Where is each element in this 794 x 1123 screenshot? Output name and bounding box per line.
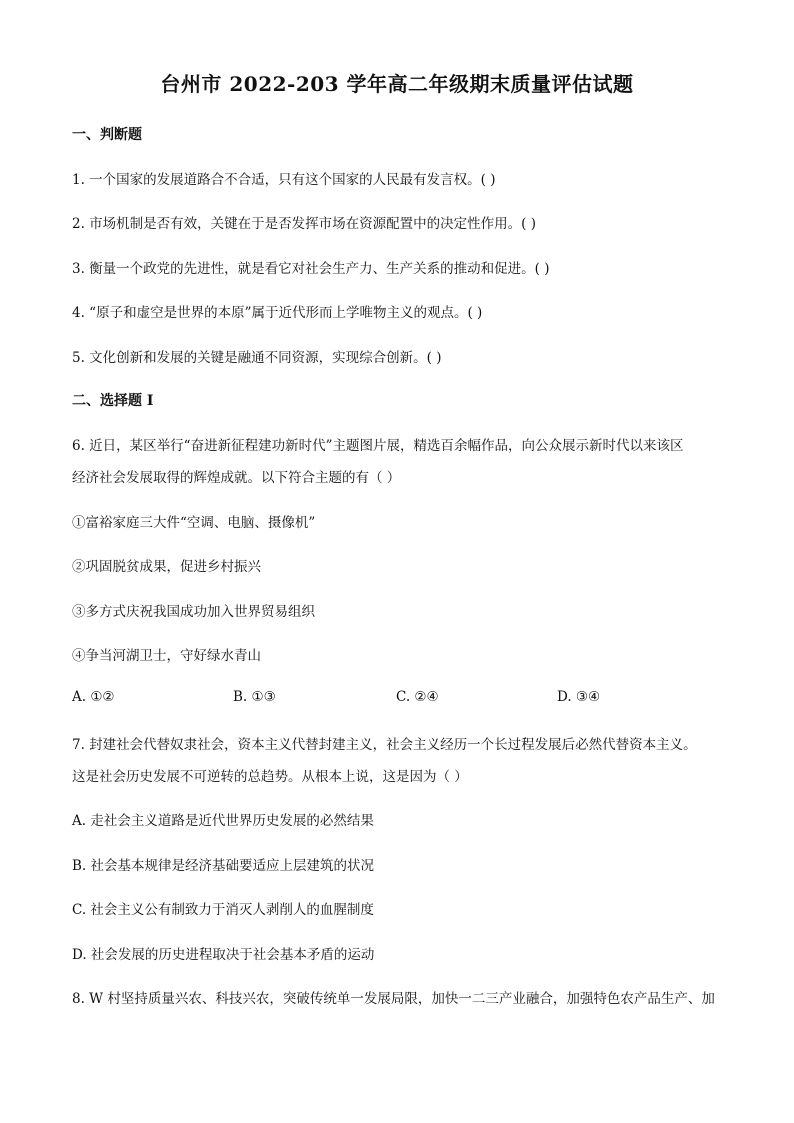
question-6-statement-1: ①富裕家庭三大件“空调、电脑、摄像机” [72,515,316,531]
question-7-line-1: 7. 封建社会代替奴隶社会，资本主义代替封建主义，社会主义经历一个长过程发展后必然代替资本主义。 [72,737,697,753]
question-6-statement-2: ②巩固脱贫成果，促进乡村振兴 [72,559,261,575]
question-7-option-b: B. 社会基本规律是经济基础要适应上层建筑的状况 [72,858,375,874]
question-6-line-2: 经济社会发展取得的辉煌成就。以下符合主题的有（ ） [72,470,401,486]
section-heading-choice: 二、选择题 I [72,393,154,409]
question-7-line-2: 这是社会历史发展不可逆转的总趋势。从根本上说，这是因为（ ） [72,769,468,785]
judgment-item-1: 1. 一个国家的发展道路合不合适，只有这个国家的人民最有发言权。( ) [72,172,496,188]
question-7-option-a: A. 走社会主义道路是近代世界历史发展的必然结果 [72,813,374,829]
question-8-line-1: 8. W 村坚持质量兴农、科技兴农，突破传统单一发展局限，加快一二三产业融合，加强特色农产品生产、加 [72,991,715,1007]
question-6-option-c: C. ②④ [396,689,439,705]
question-6-option-b: B. ①③ [233,689,276,705]
question-7-option-c: C. 社会主义公有制致力于消灭人剥削人的血腥制度 [72,902,374,918]
question-7-option-d: D. 社会发展的历史进程取决于社会基本矛盾的运动 [72,947,375,963]
section-heading-judgment: 一、判断题 [72,127,142,143]
judgment-item-2: 2. 市场机制是否有效，关键在于是否发挥市场在资源配置中的决定性作用。( ) [72,216,536,232]
page-title: 台州市 2022-203 学年高二年级期末质量评估试题 [160,72,634,96]
judgment-item-3: 3. 衡量一个政党的先进性，就是看它对社会生产力、生产关系的推动和促进。( ) [72,261,550,277]
question-6-option-a: A. ①② [72,689,115,705]
question-6-line-1: 6. 近日，某区举行“奋进新征程建功新时代”主题图片展，精选百余幅作品，向公众展示新时代以来该区 [72,438,684,454]
judgment-item-5: 5. 文化创新和发展的关键是融通不同资源，实现综合创新。( ) [72,350,442,366]
judgment-item-4: 4. “原子和虚空是世界的本原”属于近代形而上学唯物主义的观点。( ) [72,305,483,321]
question-6-statement-3: ③多方式庆祝我国成功加入世界贸易组织 [72,604,315,620]
question-6-option-d: D. ③④ [557,689,601,705]
question-6-statement-4: ④争当河湖卫士，守好绿水青山 [72,648,261,664]
